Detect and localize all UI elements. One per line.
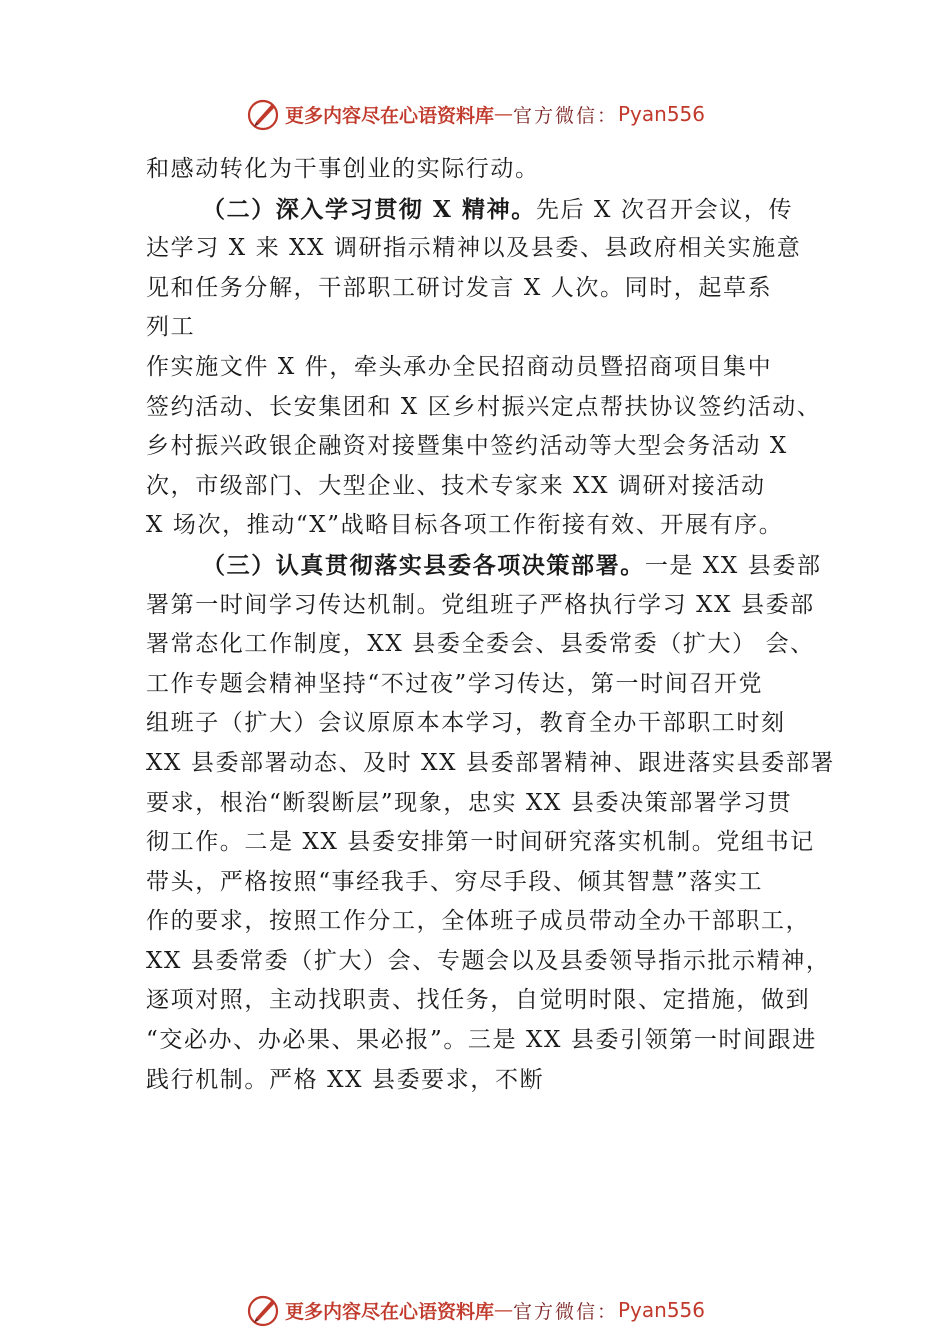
body-line: 作实施文件 X 件，牵头承办全民招商动员暨招商项目集中 bbox=[146, 353, 773, 380]
body-line: 次，市级部门、大型企业、技术专家来 XX 调研对接活动 bbox=[146, 472, 766, 499]
body-line: 带头，严格按照“事经我手、穷尽手段、倾其智慧”落实工 bbox=[146, 868, 764, 895]
body-line: 署常态化工作制度，XX 县委全委会、县委常委（扩大） 会、 bbox=[146, 631, 815, 658]
pen-logo-icon bbox=[245, 1292, 281, 1328]
body-line: 达学习 X 来 XX 调研指示精神以及县委、县政府相关实施意 bbox=[146, 235, 802, 262]
body-line: XX 县委部署动态、及时 XX 县委部署精神、跟进落实县委部署 bbox=[146, 749, 836, 776]
body-line: 工作专题会精神坚持“不过夜”学习传达，第一时间召开党 bbox=[146, 670, 764, 697]
body-text: 先后 X 次召开会议，传 bbox=[535, 196, 794, 223]
body-line: 彻工作。二是 XX 县委安排第一时间研究落实机制。党组书记 bbox=[146, 829, 815, 856]
watermark-separator: — bbox=[493, 1299, 513, 1321]
body-line: 组班子（扩大）会议原原本本学习，教育全办干部职工时刻 bbox=[146, 710, 786, 737]
body-line: 作的要求，按照工作分工，全体班子成员带动全办干部职工， bbox=[146, 908, 811, 935]
watermark-id: Pyan556 bbox=[618, 1298, 706, 1322]
body-line: 列工 bbox=[146, 314, 196, 341]
section-heading: （二）深入学习贯彻 X 精神。 bbox=[202, 195, 536, 223]
section-heading: （三）认真贯彻落实县委各项决策部署。 bbox=[202, 551, 645, 579]
body-line: 署第一时间学习传达机制。党组班子严格执行学习 XX 县委部 bbox=[146, 591, 815, 618]
body-line bbox=[146, 546, 826, 586]
document-body bbox=[146, 150, 836, 1100]
watermark-id: Pyan556 bbox=[618, 102, 706, 126]
watermark-label: 官方微信： bbox=[512, 1300, 618, 1323]
watermark-separator: — bbox=[493, 103, 513, 125]
watermark-label: 官方微信： bbox=[512, 104, 618, 127]
watermark-banner-bottom bbox=[0, 1290, 950, 1330]
body-line: “交必办、办必果、果必报”。三是 XX 县委引领第一时间跟进 bbox=[146, 1027, 817, 1054]
watermark-main: 更多内容尽在心语资料库 bbox=[284, 1300, 494, 1323]
body-line: 签约活动、长安集团和 X 区乡村振兴定点帮扶协议签约活动、 bbox=[146, 393, 822, 420]
body-text: 一是 XX 县委部 bbox=[644, 552, 822, 579]
body-line: 逐项对照，主动找职责、找任务，自觉明时限、定措施，做到 bbox=[146, 987, 811, 1014]
watermark-main: 更多内容尽在心语资料库 bbox=[284, 104, 494, 127]
body-line: 要求，根治“断裂断层”现象，忠实 XX 县委决策部署学习贯 bbox=[146, 789, 793, 816]
body-line: XX 县委常委（扩大）会、专题会以及县委领导指示批示精神， bbox=[146, 947, 831, 974]
body-line: 见和任务分解，干部职工研讨发言 X 人次。同时，起草系 bbox=[146, 274, 773, 301]
body-line: X 场次，推动“X”战略目标各项工作衔接有效、开展有序。 bbox=[146, 512, 784, 539]
watermark-banner-top bbox=[0, 94, 950, 134]
body-line: 和感动转化为干事创业的实际行动。 bbox=[146, 156, 540, 182]
body-line: 乡村振兴政银企融资对接暨集中签约活动等大型会务活动 X bbox=[146, 433, 788, 460]
pen-logo-icon bbox=[245, 96, 281, 132]
body-line bbox=[146, 190, 826, 230]
body-line: 践行机制。严格 XX 县委要求，不断 bbox=[146, 1066, 545, 1093]
